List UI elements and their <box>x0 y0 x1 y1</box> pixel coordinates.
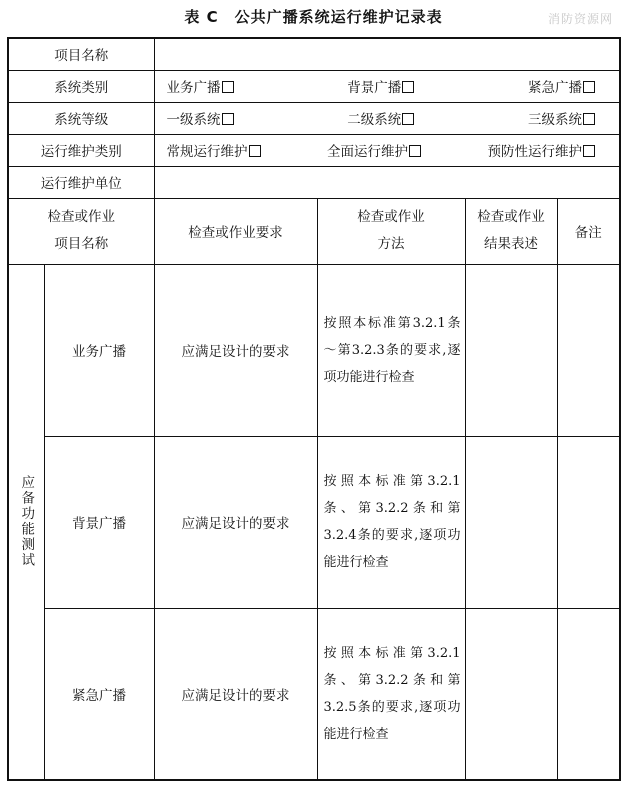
item-name: 紧急广播 <box>44 608 154 780</box>
watermark-text: 消防资源网 <box>547 12 613 26</box>
checkbox-icon[interactable] <box>583 81 595 93</box>
option-preventive-maintenance[interactable]: 预防性运行维护 <box>488 140 596 160</box>
row-system-type <box>8 70 620 102</box>
option-routine-maintenance[interactable]: 常规运行维护 <box>167 140 261 160</box>
item-remark[interactable] <box>557 608 620 780</box>
option-full-maintenance[interactable]: 全面运行维护 <box>327 140 421 160</box>
row-maintenance-type <box>8 134 620 166</box>
checkbox-icon[interactable] <box>402 81 414 93</box>
row-system-level <box>8 102 620 134</box>
group-label: 应备功能测试 <box>18 475 35 569</box>
item-requirement: 应满足设计的要求 <box>154 608 317 780</box>
row-project-name <box>8 38 620 70</box>
option-background-broadcast[interactable]: 背景广播 <box>347 76 414 96</box>
header-result: 检查或作业 结果表述 <box>465 198 557 264</box>
item-result[interactable] <box>465 608 557 780</box>
maintenance-unit-label: 运行维护单位 <box>8 166 154 198</box>
option-emergency-broadcast[interactable]: 紧急广播 <box>528 76 595 96</box>
header-item-name: 检查或作业 项目名称 <box>8 198 154 264</box>
item-method: 按照本标准第3.2.1条、第3.2.2条和第3.2.4条的要求,逐项功能进行检查 <box>317 436 465 608</box>
row-maintenance-unit <box>8 166 620 198</box>
maintenance-unit-value[interactable] <box>154 166 620 198</box>
item-result[interactable] <box>465 436 557 608</box>
option-level-2[interactable]: 二级系统 <box>347 108 414 128</box>
group-label-cell <box>8 264 44 780</box>
item-requirement: 应满足设计的要求 <box>154 264 317 436</box>
item-requirement: 应满足设计的要求 <box>154 436 317 608</box>
item-method: 按照本标准第3.2.1条、第3.2.2条和第3.2.5条的要求,逐项功能进行检查 <box>317 608 465 780</box>
project-name-value[interactable] <box>154 38 620 70</box>
item-remark[interactable] <box>557 436 620 608</box>
header-remark: 备注 <box>557 198 620 264</box>
system-level-label: 系统等级 <box>8 102 154 134</box>
checkbox-icon[interactable] <box>409 145 421 157</box>
checkbox-icon[interactable] <box>583 145 595 157</box>
checkbox-icon[interactable] <box>249 145 261 157</box>
maintenance-type-label: 运行维护类别 <box>8 134 154 166</box>
item-remark[interactable] <box>557 264 620 436</box>
item-method: 按照本标准第3.2.1条～第3.2.3条的要求,逐项功能进行检查 <box>317 264 465 436</box>
checkbox-icon[interactable] <box>222 113 234 125</box>
header-method: 检查或作业 方法 <box>317 198 465 264</box>
table-title: 表 C 公共广播系统运行维护记录表 <box>184 8 443 26</box>
header-requirement: 检查或作业要求 <box>154 198 317 264</box>
table-row <box>8 264 620 436</box>
table-row <box>8 436 620 608</box>
item-name: 业务广播 <box>44 264 154 436</box>
option-business-broadcast[interactable]: 业务广播 <box>167 76 234 96</box>
maintenance-record-table <box>7 37 621 781</box>
option-level-1[interactable]: 一级系统 <box>167 108 234 128</box>
checkbox-icon[interactable] <box>583 113 595 125</box>
system-type-label: 系统类别 <box>8 70 154 102</box>
item-result[interactable] <box>465 264 557 436</box>
item-name: 背景广播 <box>44 436 154 608</box>
option-level-3[interactable]: 三级系统 <box>528 108 595 128</box>
table-row <box>8 608 620 780</box>
checkbox-icon[interactable] <box>222 81 234 93</box>
column-header-row <box>8 198 620 264</box>
checkbox-icon[interactable] <box>402 113 414 125</box>
project-name-label: 项目名称 <box>8 38 154 70</box>
